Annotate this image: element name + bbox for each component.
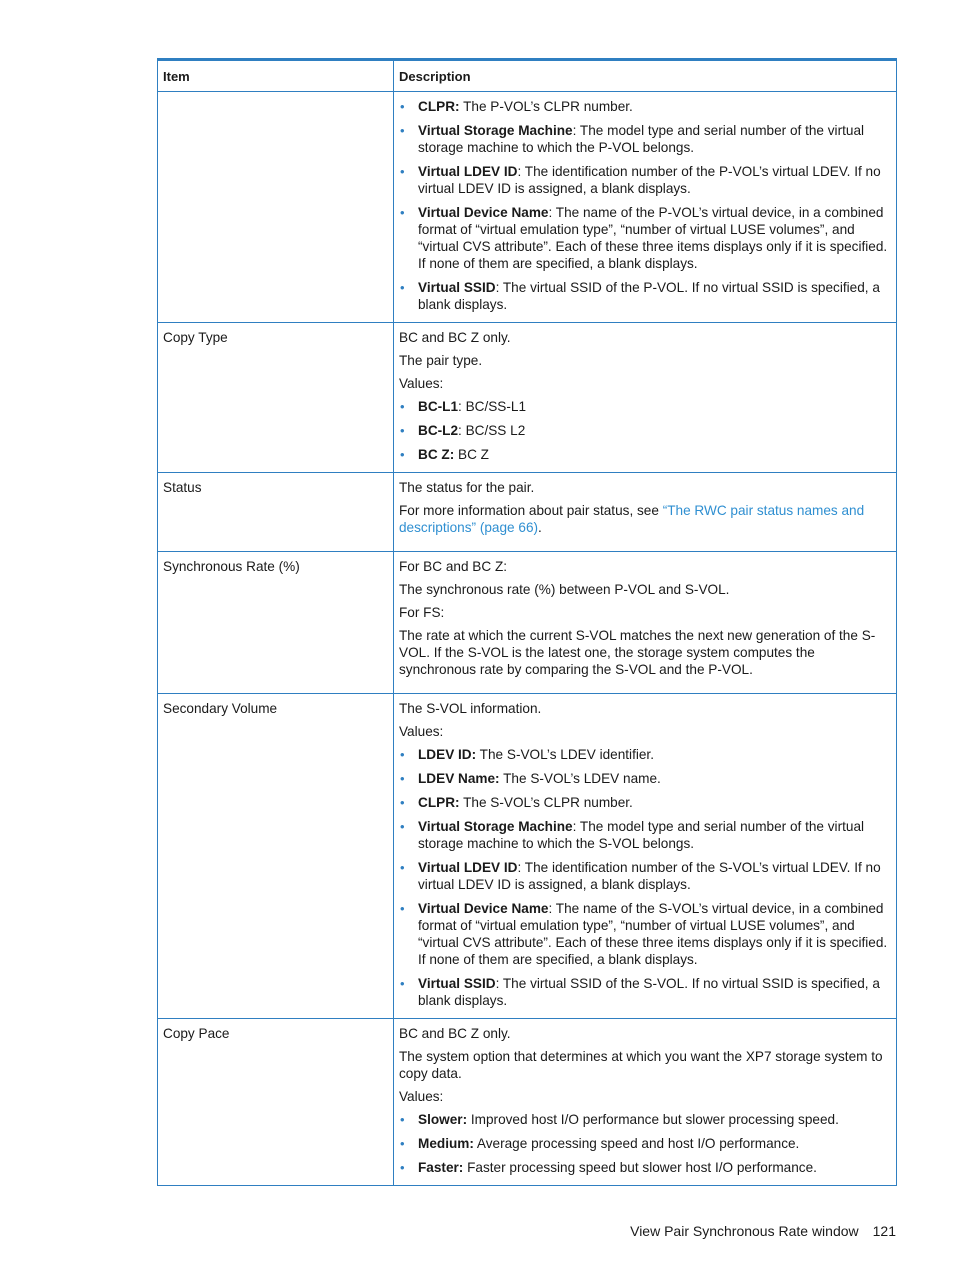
list-item-text: The S-VOL’s LDEV identifier. [476,747,654,762]
list-item [399,98,891,115]
list-item-text: The S-VOL’s CLPR number. [459,795,633,810]
list-item-text: : The name of the S-VOL’s virtual device, in a combined format of “virtual emulation type”, “number of virtual LUSE volumes”, and “virtual CVS attribute”. Each of these three items displays only if it is specified. If none of them are specified, a blank displays. [418,901,888,967]
bullet-icon: • [400,747,405,762]
list-item-term: BC Z: [418,447,455,462]
description-paragraph: For FS: [399,605,445,620]
list-item-term: Virtual LDEV ID [418,860,518,875]
table-row [158,1019,897,1186]
list-item [399,122,891,156]
list-item [399,398,891,415]
column-header-description: Description [394,60,897,92]
list-item-term: LDEV ID: [418,747,477,762]
list-item-text: : The virtual SSID of the S-VOL. If no virtual SSID is specified, a blank displays. [418,976,880,1008]
page-number: 121 [872,1223,896,1239]
column-header-item: Item [158,60,394,92]
list-item-text: : The name of the P-VOL’s virtual device, in a combined format of “virtual emulation type”, “number of virtual LUSE volumes”, and “virtual CVS attribute”. Each of these three items displays only if it is specified. If none of them are specified, a blank displays. [418,205,888,271]
list-item-text: Faster processing speed but slower host I/O performance. [463,1160,817,1175]
list-item-term: Faster: [418,1160,464,1175]
description-paragraph: BC and BC Z only. [399,1026,511,1041]
list-item-text: The P-VOL’s CLPR number. [459,99,633,114]
list-item [399,859,891,893]
bullet-icon: • [400,205,405,220]
description-cell [394,694,897,1019]
link-trail-text: . [538,520,542,535]
description-cell [394,552,897,694]
list-item-term: BC-L1 [418,399,459,414]
list-item-term: CLPR: [418,795,460,810]
bullet-icon: • [400,447,405,462]
bullet-icon: • [400,860,405,875]
item-cell [158,92,394,323]
bullet-icon: • [400,423,405,438]
bullet-icon: • [400,1112,405,1127]
bullet-icon: • [400,1160,405,1175]
list-item [399,746,891,763]
value-list [399,98,891,313]
list-item-text: : The virtual SSID of the P-VOL. If no virtual SSID is specified, a blank displays. [418,280,880,312]
description-paragraph: The S-VOL information. [399,701,542,716]
item-cell: Status [158,473,394,552]
list-item [399,900,891,968]
description-paragraph: The synchronous rate (%) between P-VOL and S-VOL. [399,582,730,597]
bullet-icon: • [400,1136,405,1151]
list-item-text: : BC/SS L2 [458,423,526,438]
bullet-icon: • [400,901,405,916]
list-item-text: Improved host I/O performance but slower processing speed. [467,1112,839,1127]
value-list [399,398,891,463]
table-row [158,694,897,1019]
bullet-icon: • [400,123,405,138]
list-item [399,446,891,463]
item-cell: Synchronous Rate (%) [158,552,394,694]
list-item-term: Virtual Storage Machine [418,123,573,138]
list-item [399,279,891,313]
list-item [399,1135,891,1152]
list-item-text: : BC/SS-L1 [458,399,527,414]
bullet-icon: • [400,819,405,834]
bullet-icon: • [400,99,405,114]
bullet-icon: • [400,795,405,810]
description-cell [394,473,897,552]
list-item [399,794,891,811]
value-list [399,1111,891,1176]
table-row [158,323,897,473]
list-item-term: Slower: [418,1112,468,1127]
item-cell: Copy Pace [158,1019,394,1186]
list-item-term: Virtual Storage Machine [418,819,573,834]
bullet-icon: • [400,280,405,295]
list-item-term: LDEV Name: [418,771,500,786]
list-item-term: Virtual SSID [418,976,496,991]
list-item [399,163,891,197]
table-row [158,552,897,694]
description-cell [394,323,897,473]
table-body [158,92,897,1186]
list-item-term: Virtual LDEV ID [418,164,518,179]
list-item-term: Virtual SSID [418,280,496,295]
list-item [399,770,891,787]
link-lead-text: For more information about pair status, see [399,503,663,518]
item-cell: Copy Type [158,323,394,473]
bullet-icon: • [400,976,405,991]
list-item [399,1159,891,1176]
list-item-text: Average processing speed and host I/O performance. [473,1136,800,1151]
description-paragraph: Values: [399,1089,444,1104]
list-item-text: : The model type and serial number of the virtual storage machine to which the S-VOL belongs. [418,819,865,851]
list-item-text: : The model type and serial number of the virtual storage machine to which the P-VOL belongs. [418,123,865,155]
list-item-term: CLPR: [418,99,460,114]
list-item-term: Medium: [418,1136,474,1151]
description-paragraph: Values: [399,376,444,391]
list-item [399,204,891,272]
description-paragraph: The status for the pair. [399,480,535,495]
table-row [158,473,897,552]
value-list [399,746,891,1009]
list-item [399,975,891,1009]
page-footer [630,1223,896,1239]
pair-status-cross-reference-link[interactable]: “The RWC pair status names and descriptions” (page 66) [399,503,865,535]
list-item [399,422,891,439]
list-item-text: : The identification number of the P-VOL’s virtual LDEV. If no virtual LDEV ID is assigned, a blank displays. [418,164,881,196]
item-cell: Secondary Volume [158,694,394,1019]
bullet-icon: • [400,399,405,414]
description-paragraph: The system option that determines at which you want the XP7 storage system to copy data. [399,1049,883,1081]
list-item-term: Virtual Device Name [418,205,549,220]
table-row [158,92,897,323]
description-paragraph: The pair type. [399,353,483,368]
table-header-row [158,60,897,92]
list-item-text: BC Z [454,447,489,462]
list-item-term: BC-L2 [418,423,459,438]
list-item-term: Virtual Device Name [418,901,549,916]
list-item [399,818,891,852]
description-paragraph: Values: [399,724,444,739]
description-paragraph: For BC and BC Z: [399,559,508,574]
bullet-icon: • [400,771,405,786]
item-description-table [157,58,897,1186]
description-cell [394,92,897,323]
list-item-text: The S-VOL’s LDEV name. [499,771,661,786]
list-item-text: : The identification number of the S-VOL’s virtual LDEV. If no virtual LDEV ID is assigned, a blank displays. [418,860,881,892]
list-item [399,1111,891,1128]
description-paragraph [399,502,891,536]
bullet-icon: • [400,164,405,179]
description-paragraph: The rate at which the current S-VOL matches the next new generation of the S-VOL. If the S-VOL is the latest one, the storage system computes the synchronous rate by comparing the S-VOL and the P-VOL. [399,628,876,677]
footer-title: View Pair Synchronous Rate window [630,1223,859,1239]
description-paragraph: BC and BC Z only. [399,330,511,345]
description-cell [394,1019,897,1186]
